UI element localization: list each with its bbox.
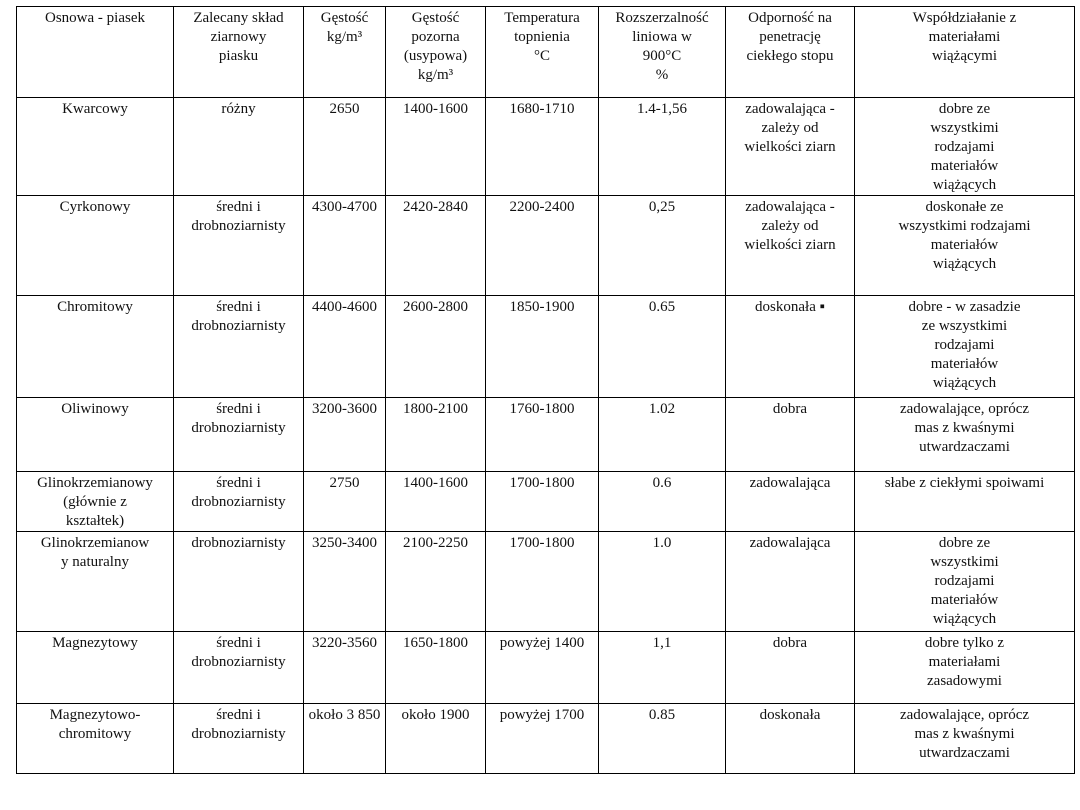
cell-grain-composition: różny	[174, 98, 304, 196]
header-density: Gęstość kg/m³	[304, 7, 386, 98]
table-row	[17, 532, 1075, 632]
cell-grain-composition: średni i drobnoziarnisty	[174, 296, 304, 398]
cell-melting-temperature: 1850-1900	[486, 296, 599, 398]
cell-bulk-density: 1400-1600	[386, 98, 486, 196]
table-row	[17, 398, 1075, 472]
cell-penetration-resistance: zadowalająca - zależy od wielkości ziarn	[726, 196, 855, 296]
table-row	[17, 296, 1075, 398]
table-row	[17, 98, 1075, 196]
cell-melting-temperature: 1700-1800	[486, 532, 599, 632]
cell-density: około 3 850	[304, 704, 386, 774]
header-melting-temperature: Temperatura topnienia °C	[486, 7, 599, 98]
cell-bulk-density: 1650-1800	[386, 632, 486, 704]
cell-linear-expansion: 1.02	[599, 398, 726, 472]
cell-binder-interaction: zadowalające, oprócz mas z kwaśnymi utwardzaczami	[855, 704, 1075, 774]
cell-penetration-resistance: dobra	[726, 398, 855, 472]
cell-linear-expansion: 1.0	[599, 532, 726, 632]
cell-bulk-density: 1800-2100	[386, 398, 486, 472]
header-grain-composition: Zalecany skład ziarnowy piasku	[174, 7, 304, 98]
table-row	[17, 632, 1075, 704]
cell-melting-temperature: 1760-1800	[486, 398, 599, 472]
header-penetration-resistance: Odporność na penetrację ciekłego stopu	[726, 7, 855, 98]
cell-density: 4300-4700	[304, 196, 386, 296]
header-binder-interaction: Współdziałanie z materiałami wiążącymi	[855, 7, 1075, 98]
cell-melting-temperature: 2200-2400	[486, 196, 599, 296]
cell-melting-temperature: 1680-1710	[486, 98, 599, 196]
cell-bulk-density: około 1900	[386, 704, 486, 774]
cell-binder-interaction: słabe z ciekłymi spoiwami	[855, 472, 1075, 532]
cell-penetration-resistance: doskonała ▪	[726, 296, 855, 398]
cell-binder-interaction: dobre ze wszystkimi rodzajami materiałów wiążących	[855, 532, 1075, 632]
cell-bulk-density: 2600-2800	[386, 296, 486, 398]
cell-density: 2650	[304, 98, 386, 196]
cell-bulk-density: 1400-1600	[386, 472, 486, 532]
cell-penetration-resistance: zadowalająca	[726, 532, 855, 632]
cell-binder-interaction: zadowalające, oprócz mas z kwaśnymi utwardzaczami	[855, 398, 1075, 472]
cell-bulk-density: 2100-2250	[386, 532, 486, 632]
cell-linear-expansion: 0.85	[599, 704, 726, 774]
cell-linear-expansion: 0,25	[599, 196, 726, 296]
cell-penetration-resistance: zadowalająca - zależy od wielkości ziarn	[726, 98, 855, 196]
header-base-sand: Osnowa - piasek	[17, 7, 174, 98]
cell-linear-expansion: 1,1	[599, 632, 726, 704]
sand-properties-table	[16, 6, 1075, 774]
cell-binder-interaction: dobre ze wszystkimi rodzajami materiałów wiążących	[855, 98, 1075, 196]
cell-base-sand: Magnezytowy	[17, 632, 174, 704]
cell-grain-composition: średni i drobnoziarnisty	[174, 704, 304, 774]
cell-penetration-resistance: dobra	[726, 632, 855, 704]
cell-grain-composition: średni i drobnoziarnisty	[174, 632, 304, 704]
cell-base-sand: Cyrkonowy	[17, 196, 174, 296]
cell-base-sand: Glinokrzemianowy (głównie z kształtek)	[17, 472, 174, 532]
cell-penetration-resistance: doskonała	[726, 704, 855, 774]
cell-binder-interaction: doskonałe ze wszystkimi rodzajami materiałów wiążących	[855, 196, 1075, 296]
cell-base-sand: Magnezytowo- chromitowy	[17, 704, 174, 774]
cell-density: 4400-4600	[304, 296, 386, 398]
cell-density: 3250-3400	[304, 532, 386, 632]
cell-binder-interaction: dobre - w zasadzie ze wszystkimi rodzajami materiałów wiążących	[855, 296, 1075, 398]
cell-linear-expansion: 0.65	[599, 296, 726, 398]
header-row	[17, 7, 1075, 98]
header-linear-expansion: Rozszerzalność liniowa w 900°C %	[599, 7, 726, 98]
cell-density: 3200-3600	[304, 398, 386, 472]
cell-melting-temperature: powyżej 1400	[486, 632, 599, 704]
table-row	[17, 704, 1075, 774]
cell-grain-composition: średni i drobnoziarnisty	[174, 196, 304, 296]
cell-penetration-resistance: zadowalająca	[726, 472, 855, 532]
cell-grain-composition: drobnoziarnisty	[174, 532, 304, 632]
cell-bulk-density: 2420-2840	[386, 196, 486, 296]
cell-density: 3220-3560	[304, 632, 386, 704]
cell-melting-temperature: powyżej 1700	[486, 704, 599, 774]
cell-grain-composition: średni i drobnoziarnisty	[174, 472, 304, 532]
cell-grain-composition: średni i drobnoziarnisty	[174, 398, 304, 472]
cell-base-sand: Kwarcowy	[17, 98, 174, 196]
table-row	[17, 472, 1075, 532]
cell-linear-expansion: 0.6	[599, 472, 726, 532]
cell-linear-expansion: 1.4-1,56	[599, 98, 726, 196]
table-row	[17, 196, 1075, 296]
cell-melting-temperature: 1700-1800	[486, 472, 599, 532]
cell-binder-interaction: dobre tylko z materiałami zasadowymi	[855, 632, 1075, 704]
cell-base-sand: Chromitowy	[17, 296, 174, 398]
header-bulk-density: Gęstość pozorna (usypowa) kg/m³	[386, 7, 486, 98]
cell-density: 2750	[304, 472, 386, 532]
cell-base-sand: Glinokrzemianow y naturalny	[17, 532, 174, 632]
cell-base-sand: Oliwinowy	[17, 398, 174, 472]
